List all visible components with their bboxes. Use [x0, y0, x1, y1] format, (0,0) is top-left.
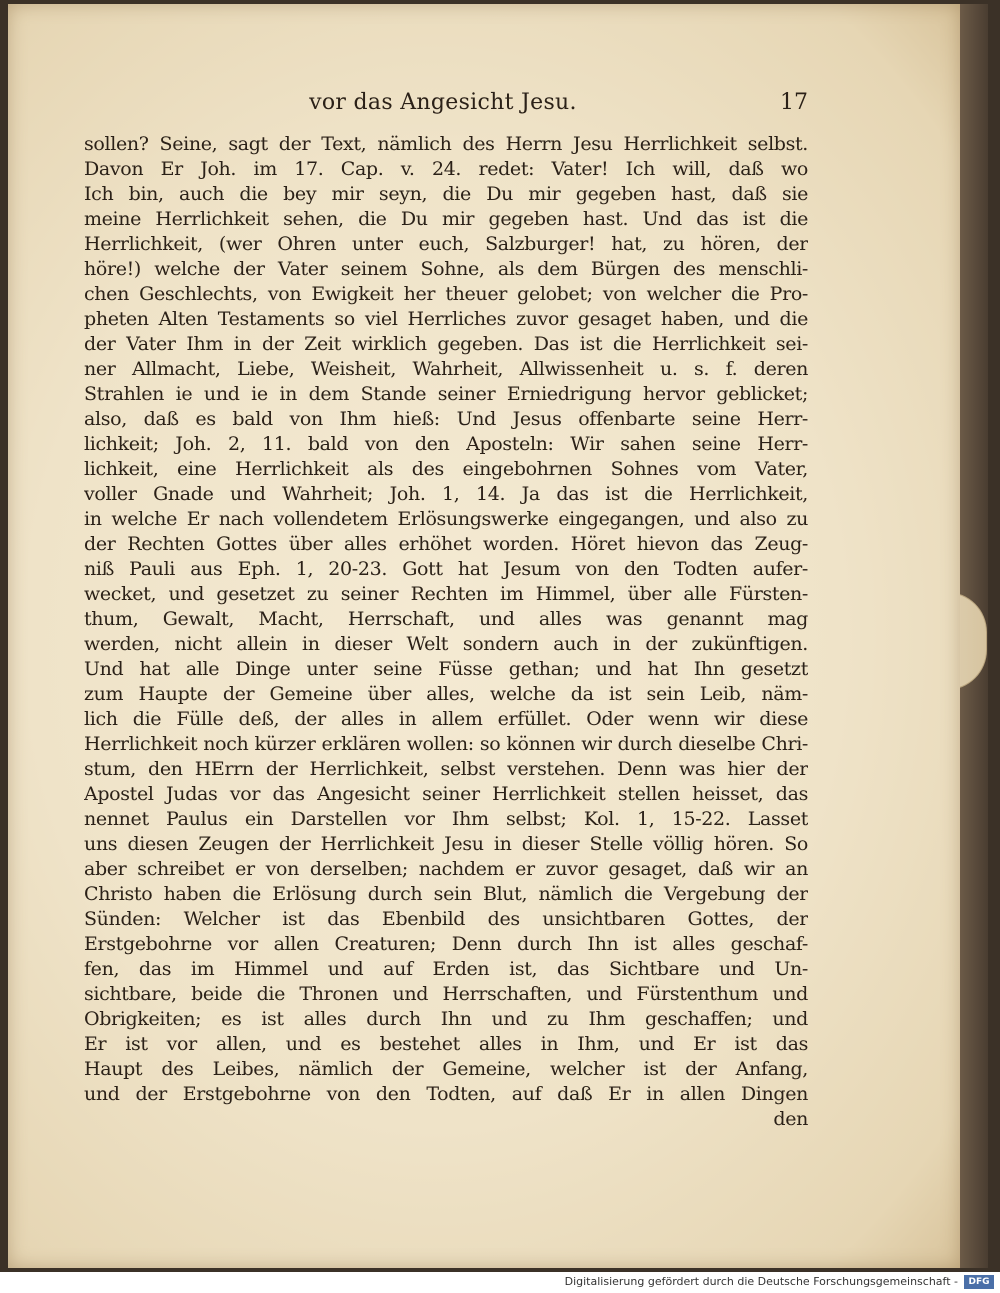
running-head	[78, 90, 808, 120]
text-line: chen Geschlechts, von Ewigkeit her theuer gelobet; von welcher die Pro-	[84, 283, 808, 305]
text-line: Haupt des Leibes, nämlich der Gemeine, welcher ist der Anfang,	[84, 1058, 808, 1080]
body-text	[84, 132, 808, 1132]
text-line: thum, Gewalt, Macht, Herrschaft, und alles was genannt mag	[84, 608, 808, 630]
dfg-logo-icon: DFG	[964, 1275, 994, 1289]
book-page	[8, 4, 960, 1268]
running-head-title: vor das Angesicht Jesu.	[309, 90, 577, 115]
text-line: lichkeit; Joh. 2, 11. bald von den Aposteln: Wir sahen seine Herr-	[84, 433, 808, 455]
catchword: den	[773, 1108, 808, 1130]
text-line: Davon Er Joh. im 17. Cap. v. 24. redet: Vater! Ich will, daß wo	[84, 158, 808, 180]
text-line: Sünden: Welcher ist das Ebenbild des unsichtbaren Gottes, der	[84, 908, 808, 930]
text-line: niß Pauli aus Eph. 1, 20-23. Gott hat Jesum von den Todten aufer-	[84, 558, 808, 580]
text-line: zum Haupte der Gemeine über alles, welche da ist sein Leib, näm-	[84, 683, 808, 705]
text-line: Und hat alle Dinge unter seine Füsse gethan; und hat Ihn gesetzt	[84, 658, 808, 680]
text-line: sollen? Seine, sagt der Text, nämlich des Herrn Jesu Herrlichkeit selbst.	[84, 133, 808, 155]
text-line: der Vater Ihm in der Zeit wirklich gegeben. Das ist die Herrlichkeit sei-	[84, 333, 808, 355]
text-line: Er ist vor allen, und es bestehet alles in Ihm, und Er ist das	[84, 1033, 808, 1055]
text-line: nennet Paulus ein Darstellen vor Ihm selbst; Kol. 1, 15-22. Lasset	[84, 808, 808, 830]
text-line: pheten Alten Testaments so viel Herrliches zuvor gesaget haben, und die	[84, 308, 808, 330]
text-line: uns diesen Zeugen der Herrlichkeit Jesu in dieser Stelle völlig hören. So	[84, 833, 808, 855]
text-line: stum, den HErrn der Herrlichkeit, selbst verstehen. Denn was hier der	[84, 758, 808, 780]
text-line: voller Gnade und Wahrheit; Joh. 1, 14. Ja das ist die Herrlichkeit,	[84, 483, 808, 505]
text-line: Herrlichkeit noch kürzer erklären wollen: so können wir durch dieselbe Chri-	[84, 733, 808, 755]
text-line: wecket, und gesetzet zu seiner Rechten im Himmel, über alle Fürsten-	[84, 583, 808, 605]
text-line: ner Allmacht, Liebe, Weisheit, Wahrheit, Allwissenheit u. s. f. deren	[84, 358, 808, 380]
text-line: Ich bin, auch die bey mir seyn, die Du mir gegeben hast, daß sie	[84, 183, 808, 205]
text-line: fen, das im Himmel und auf Erden ist, das Sichtbare und Un-	[84, 958, 808, 980]
text-line: sichtbare, beide die Thronen und Herrschaften, und Fürstenthum und	[84, 983, 808, 1005]
text-line: meine Herrlichkeit sehen, die Du mir gegeben hast. Und das ist die	[84, 208, 808, 230]
footer-bar	[0, 1272, 1000, 1293]
text-line: lichkeit, eine Herrlichkeit als des eingebohrnen Sohnes vom Vater,	[84, 458, 808, 480]
page-number: 17	[780, 90, 808, 115]
text-line: aber schreibet er von derselben; nachdem er zuvor gesaget, daß wir an	[84, 858, 808, 880]
text-line: Erstgebohrne vor allen Creaturen; Denn durch Ihn ist alles geschaf-	[84, 933, 808, 955]
text-line: höre!) welche der Vater seinem Sohne, als dem Bürgen des menschli-	[84, 258, 808, 280]
text-line: der Rechten Gottes über alles erhöhet worden. Höret hievon das Zeug-	[84, 533, 808, 555]
text-line: also, daß es bald von Ihm hieß: Und Jesus offenbarte seine Herr-	[84, 408, 808, 430]
text-line: Christo haben die Erlösung durch sein Blut, nämlich die Vergebung der	[84, 883, 808, 905]
text-line: werden, nicht allein in dieser Welt sondern auch in der zukünftigen.	[84, 633, 808, 655]
text-line: Strahlen ie und ie in dem Stande seiner Erniedrigung hervor geblicket;	[84, 383, 808, 405]
text-line: lich die Fülle deß, der alles in allem erfüllet. Oder wenn wir diese	[84, 708, 808, 730]
text-line: Herrlichkeit, (wer Ohren unter euch, Salzburger! hat, zu hören, der	[84, 233, 808, 255]
text-line: und der Erstgebohrne von den Todten, auf daß Er in allen Dingen	[84, 1083, 808, 1105]
text-line: in welche Er nach vollendetem Erlösungswerke eingegangen, und also zu	[84, 508, 808, 530]
footer-credit: Digitalisierung gefördert durch die Deutsche Forschungsgemeinschaft -	[564, 1275, 958, 1288]
text-line: Apostel Judas vor das Angesicht seiner Herrlichkeit stellen heisset, das	[84, 783, 808, 805]
text-line: Obrigkeiten; es ist alles durch Ihn und zu Ihm geschaffen; und	[84, 1008, 808, 1030]
